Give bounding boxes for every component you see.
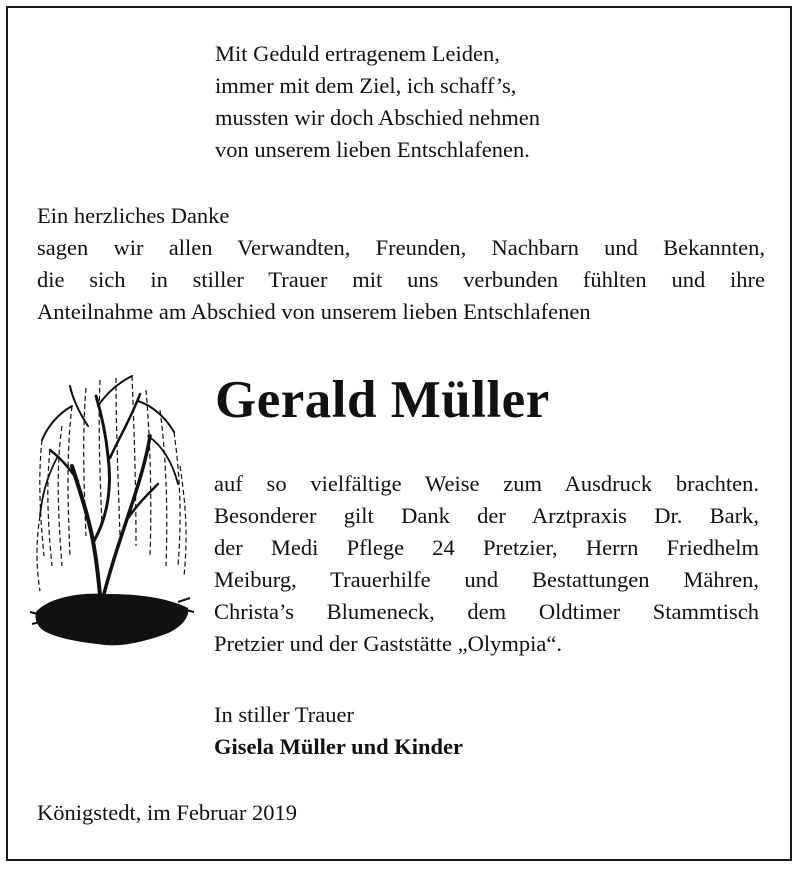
body-line: der Medi Pflege 24 Pretzier, Herrn Friedhelm (214, 535, 759, 560)
poem-verse (215, 38, 540, 166)
deceased-name: Gerald Müller (215, 371, 550, 429)
verse-line: Mit Geduld ertragenem Leiden, (215, 41, 500, 66)
signature-family: Gisela Müller und Kinder (214, 734, 463, 759)
verse-line: mussten wir doch Abschied nehmen (215, 105, 540, 130)
body-line: auf so vielfältige Weise zum Ausdruck brachten. (214, 471, 759, 496)
verse-line: immer mit dem Ziel, ich schaff’s, (215, 73, 517, 98)
body-line: Christa’s Blumeneck, dem Oldtimer Stammtisch (214, 599, 759, 624)
weeping-willow-icon (28, 366, 194, 662)
body-line: Pretzier und der Gaststätte „Olympia“. (214, 631, 563, 656)
thanks-line: Anteilnahme am Abschied von unserem lieben Entschlafenen (37, 299, 591, 324)
body-line: Meiburg, Trauerhilfe und Bestattungen Mähren, (214, 567, 759, 592)
thanks-paragraph (37, 200, 765, 328)
body-line: Besonderer gilt Dank der Arztpraxis Dr. Bark, (214, 503, 759, 528)
place-date: Königstedt, im Februar 2019 (37, 800, 297, 825)
signature-block (214, 699, 463, 763)
acknowledgement-paragraph (214, 468, 759, 660)
signature-intro: In stiller Trauer (214, 702, 354, 727)
verse-line: von unserem lieben Entschlafenen. (215, 137, 530, 162)
thanks-line: sagen wir allen Verwandten, Freunden, Nachbarn und Bekannten, (37, 235, 765, 260)
thanks-heading: Ein herzliches Danke (37, 203, 230, 228)
thanks-line: die sich in stiller Trauer mit uns verbunden fühlten und ihre (37, 267, 765, 292)
